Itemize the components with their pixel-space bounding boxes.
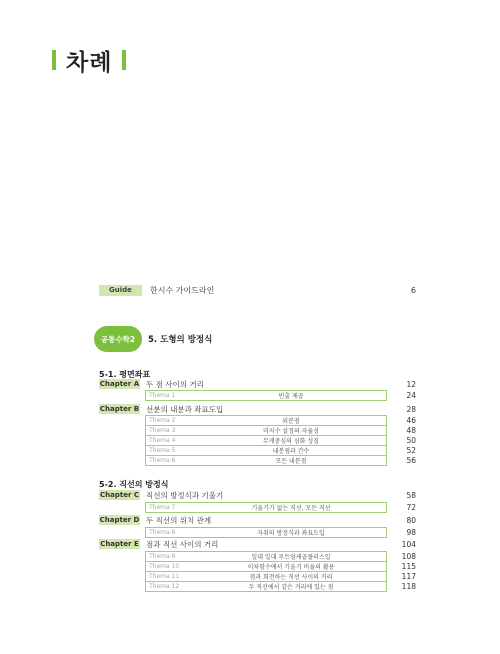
guide-label: 한시수 가이드라인 bbox=[150, 286, 215, 295]
thema-page: 52 bbox=[406, 446, 416, 455]
thema-tag: Thema 3 bbox=[149, 427, 176, 434]
subject-header bbox=[94, 326, 212, 352]
chapter-row[interactable] bbox=[99, 379, 416, 389]
thema-tag: Thema 12 bbox=[149, 583, 180, 590]
chapter-page: 104 bbox=[401, 539, 416, 549]
thema-tag: Thema 2 bbox=[149, 417, 176, 424]
thema-box bbox=[145, 502, 416, 513]
thema-box bbox=[145, 415, 416, 466]
title-bar-right bbox=[122, 50, 126, 70]
thema-box bbox=[145, 390, 416, 401]
section-title: 5-1. 평면좌표 bbox=[99, 370, 151, 379]
chapter-label: 두 점 사이의 거리 bbox=[146, 379, 204, 389]
thema-label: 일대 일대 루트엄제곱플러스일 bbox=[251, 554, 331, 561]
thema-page: 108 bbox=[401, 552, 416, 561]
guide-page: 6 bbox=[410, 286, 416, 295]
chapter-page: 58 bbox=[406, 490, 416, 500]
thema-tag: Thema 8 bbox=[149, 529, 176, 536]
chapter-row[interactable] bbox=[99, 490, 416, 500]
thema-label: 모든 내분점 bbox=[275, 458, 307, 465]
title-bar-left bbox=[52, 50, 56, 70]
thema-row[interactable] bbox=[146, 426, 416, 436]
thema-page: 115 bbox=[401, 562, 416, 571]
chapter-tag: Chapter D bbox=[99, 516, 140, 524]
thema-page: 117 bbox=[401, 572, 416, 581]
thema-row[interactable] bbox=[146, 416, 416, 426]
thema-tag: Thema 5 bbox=[149, 447, 176, 454]
thema-row[interactable] bbox=[146, 456, 416, 465]
page-title: 차례 bbox=[66, 49, 113, 76]
thema-page: 118 bbox=[401, 582, 416, 591]
chapter-row[interactable] bbox=[99, 404, 416, 414]
chapter-row[interactable] bbox=[99, 539, 416, 549]
thema-page: 98 bbox=[406, 528, 416, 537]
thema-label: 외분점 bbox=[282, 418, 300, 425]
thema-box bbox=[145, 527, 416, 538]
thema-tag: Thema 10 bbox=[149, 563, 180, 570]
guide-tag: Guide bbox=[99, 285, 142, 296]
thema-row[interactable] bbox=[146, 503, 416, 512]
subject-badge: 공통수학2 bbox=[94, 326, 142, 352]
chapter-label: 점과 직선 사이의 거리 bbox=[146, 539, 219, 549]
thema-tag: Thema 1 bbox=[149, 392, 176, 399]
guide-entry[interactable] bbox=[99, 285, 416, 296]
chapter-tag: Chapter E bbox=[100, 540, 139, 548]
thema-tag: Thema 4 bbox=[149, 437, 176, 444]
thema-row[interactable] bbox=[146, 572, 416, 582]
thema-page: 50 bbox=[406, 436, 416, 445]
chapter-label: 직선의 방정식과 기울기 bbox=[146, 490, 224, 500]
thema-row[interactable] bbox=[146, 391, 416, 400]
chapter-tag: Chapter C bbox=[100, 491, 139, 499]
thema-row[interactable] bbox=[146, 552, 416, 562]
thema-page: 46 bbox=[406, 416, 416, 425]
thema-page: 56 bbox=[406, 456, 416, 465]
chapter-tag: Chapter B bbox=[99, 405, 140, 413]
chapter-tag: Chapter A bbox=[99, 380, 140, 388]
chapter-label: 두 직선의 위치 관계 bbox=[146, 515, 212, 525]
thema-page: 72 bbox=[406, 503, 416, 512]
thema-tag: Thema 11 bbox=[149, 573, 180, 580]
thema-row[interactable] bbox=[146, 446, 416, 456]
thema-label: 점과 회전하는 직선 사이의 거리 bbox=[249, 574, 333, 581]
thema-row[interactable] bbox=[146, 562, 416, 572]
thema-label: 기울기가 없는 직선, 모든 직선 bbox=[251, 505, 331, 512]
page-title-block bbox=[52, 47, 126, 76]
thema-label: 무게중심의 심화 성질 bbox=[263, 438, 319, 445]
thema-page: 24 bbox=[406, 391, 416, 400]
chapter-row[interactable] bbox=[99, 515, 416, 525]
chapter-page: 28 bbox=[406, 404, 416, 414]
chapter-page: 12 bbox=[406, 379, 416, 389]
thema-row[interactable] bbox=[146, 528, 416, 537]
thema-label: 미지수 설정의 자율성 bbox=[263, 428, 319, 435]
subject-title: 5. 도형의 방정식 bbox=[148, 335, 213, 345]
thema-tag: Thema 7 bbox=[149, 504, 176, 511]
thema-label: 내분점과 간수 bbox=[272, 448, 310, 455]
thema-tag: Thema 6 bbox=[149, 457, 176, 464]
thema-label: 자취의 방정식과 좌표도입 bbox=[257, 530, 325, 537]
thema-tag: Thema 9 bbox=[149, 553, 176, 560]
thema-row[interactable] bbox=[146, 582, 416, 591]
thema-label: 이차함수에서 기울기 비율의 활용 bbox=[247, 564, 335, 571]
thema-label: 두 직선에서 같은 거리에 있는 점 bbox=[248, 584, 334, 591]
section-title: 5-2. 직선의 방정식 bbox=[99, 480, 169, 489]
thema-row[interactable] bbox=[146, 436, 416, 446]
chapter-page: 80 bbox=[406, 515, 416, 525]
thema-label: 빈출 제곱 bbox=[278, 393, 304, 400]
thema-page: 48 bbox=[406, 426, 416, 435]
chapter-label: 선분의 내분과 좌표도입 bbox=[146, 404, 224, 414]
thema-box bbox=[145, 551, 416, 592]
